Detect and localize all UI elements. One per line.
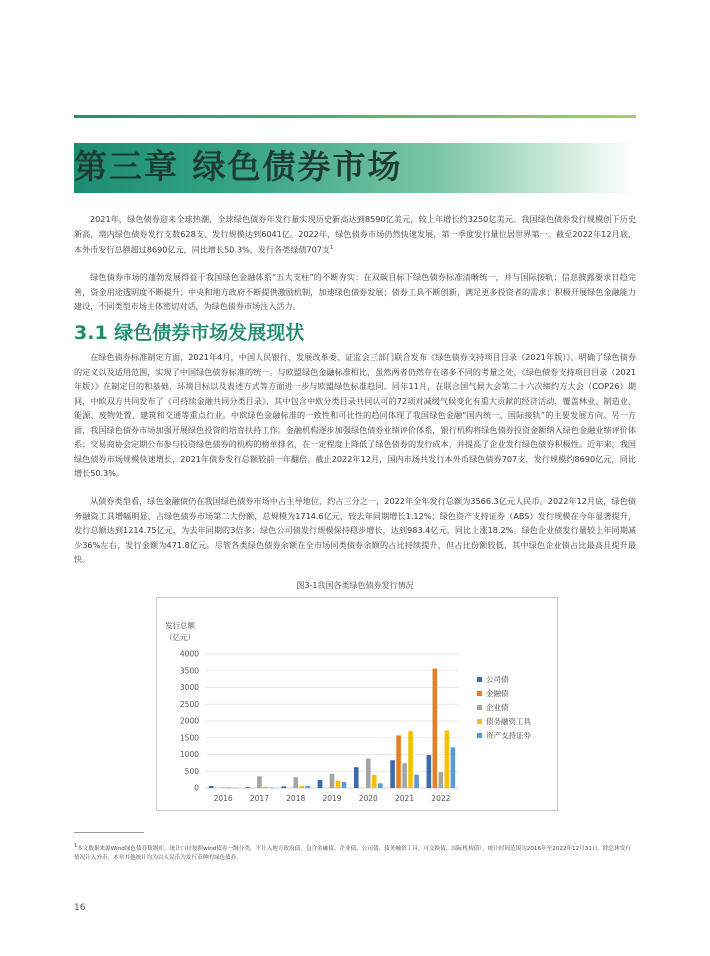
- page-number: 16: [74, 903, 86, 913]
- intro-paragraph-2: 绿色债券市场的蓬勃发展得益于我国绿色金融体系“五大支柱”的不断夯实：在双碳目标下绿色债券标准清晰统一，并与国际接轨；信息披露要求日趋完善，资金用途透明度不断提升；中央和地方政府不断提供激励机制，加速绿色债券发展；债券工具不断创新，满足更多投资者的需求；积极开展绿色金融能力建设，不同类型市场主体密切对话，为绿色债券市场注入活力。: [74, 272, 636, 311]
- y-tick-label: 3000: [179, 683, 199, 692]
- bar-2018-公司债: [281, 786, 286, 788]
- chapter-title: 第三章 绿色债券市场: [74, 147, 403, 186]
- legend-label: 债务融资工具: [486, 717, 531, 726]
- bar-2022-债务融资工具: [445, 731, 450, 788]
- legend-swatch: [477, 691, 482, 696]
- bar-2016-债务融资工具: [227, 787, 232, 788]
- bar-2021-公司债: [390, 760, 395, 788]
- y-tick-label: 1000: [179, 750, 199, 759]
- y-axis-label-line-2: （亿元）: [165, 633, 195, 642]
- bar-chart-frame: [156, 597, 558, 811]
- y-axis-label-line-1: 发行总额: [165, 621, 195, 630]
- y-tick-label: 4000: [179, 649, 199, 659]
- section-title: 3.1 绿色债券市场发展现状: [74, 322, 305, 344]
- x-tick-label: 2016: [213, 794, 233, 803]
- bar-2021-债务融资工具: [408, 731, 413, 788]
- legend-swatch: [477, 733, 482, 738]
- footnote-ref: 1: [330, 245, 334, 251]
- bar-2020-公司债: [354, 767, 359, 788]
- bar-2018-企业债: [293, 777, 298, 788]
- y-tick-label: 500: [184, 766, 199, 776]
- bar-2020-企业债: [366, 759, 371, 788]
- legend-label: 企业债: [486, 703, 509, 712]
- bar-2021-金融债: [396, 735, 401, 788]
- bar-2017-公司债: [245, 787, 250, 788]
- legend-swatch: [477, 705, 482, 710]
- section-paragraph-2: 从债券类型看，绿色金融债仍在我国绿色债券市场中占主导地位，约占三分之一，2022年全年发行总额为3566.3亿元人民币。2022年12月底，绿色债务融资工具增幅明显，占绿色债券市场第二大份额，总规模为1714.6亿元，较去年同期增长1.12%；绿色资产支持证券（ABS）发行规模在今年显著提升，发行总额达到1214.75亿元，为去年同期的3倍多；绿色公司债发行规模保持稳步增长，达到983.4亿元，同比上涨18.2%。绿色企业债发行量较上年同期减少36%左右，发行金额为471.8亿元。尽管各类绿色债券余额在全市场同类债券余额的占比持续提升，但占比份额较低，其中绿色企业债占比最高且提升最快。: [74, 496, 636, 564]
- x-tick-label: 2019: [322, 794, 342, 803]
- bar-2018-债务融资工具: [299, 786, 304, 788]
- legend-label: 资产支持证券: [486, 731, 531, 740]
- y-tick-label: 0: [194, 783, 199, 793]
- y-tick-label: 3500: [179, 666, 199, 676]
- legend-swatch: [477, 677, 482, 682]
- bar-2019-债务融资工具: [336, 781, 341, 788]
- footnote-mark: 1: [74, 843, 78, 849]
- x-tick-label: 2021: [395, 794, 415, 803]
- y-tick-label: 1500: [179, 733, 199, 743]
- bar-2021-企业债: [402, 763, 407, 788]
- bar-2017-企业债: [257, 776, 262, 788]
- bar-2019-企业债: [330, 774, 335, 788]
- legend-label: 公司债: [486, 675, 509, 684]
- bar-chart: [157, 598, 557, 810]
- footnote: $^1$本文数据来源Wind绿色债券数据库。统计口径按照wind债券一级分类，不计入地方政府债，包含金融债、企业债、公司债、债务融资工具、可交换债、国际机构债）。统计时间范围为2016年至2022年12月31日。除总体发行情况计入外币，本章其他统计均为以人民币为发行币种的绿色债券。: [74, 843, 632, 861]
- y-tick-label: 2500: [179, 699, 199, 709]
- bar-2017-资产支持证券: [269, 787, 274, 788]
- section-paragraph-1: 在绿色债券标准制定方面，2021年4月，中国人民银行、发展改革委、证监会三部门联合发布《绿色债券支持项目目录（2021年版）》，明确了绿色债券的定义以及适用范围，实现了中国绿色债券标准的统一。与欧盟绿色金融标准相比，虽然两者仍然存在诸多不同的考量之处，《绿色债券支持项目目录（2021年版）》在制定目的和基础、环境目标以及表述方式等方面进一步与欧盟绿色标准趋同。同年11月，在联合国气候大会第二十六次缔约方大会（COP26）期间，中欧双方共同发布了《可持续金融共同分类目录》，其中包含中欧分类目录共同认可的72项对减缓气候变化有重大贡献的经济活动，覆盖林业、制造业、能源、废物处置、建筑和交通等重点行业。中欧绿色金融标准的一致性和可比性的趋同体现了我国绿色金融“国内统一、国际接轨”的主要发展方向。另一方面，我国绿色债券市场加强开展绿色投资的培育扶持工作。金融机构逐步加强绿色债券业绩评价体系，银行机构将绿色债券投资金额纳入绿色金融业绩评价体系；交易商协会定期公布参与投资绿色债券的机构的榜单排名，在一定程度上降低了绿色债券的发行成本，并提高了企业发行绿色债券积极性。近年来，我国绿色债券市场规模快速增长，2021年债券发行总额较前一年翻倍。截止2022年12月，国内市场共发行本外币绿色债券707支，发行规模约8690亿元，同比增长50.3%。: [74, 352, 636, 478]
- bar-2022-公司债: [427, 755, 432, 788]
- bar-2019-公司债: [318, 780, 323, 788]
- top-accent-bar: [74, 115, 636, 118]
- bar-2016-企业债: [221, 787, 226, 788]
- figure-caption: 图3-1我国各类绿色债券发行情况: [296, 581, 414, 590]
- legend-label: 金融债: [486, 689, 509, 698]
- x-tick-label: 2022: [431, 794, 451, 803]
- bar-2021-资产支持证券: [414, 775, 419, 788]
- bar-2018-资产支持证券: [305, 786, 310, 788]
- x-tick-label: 2017: [249, 794, 269, 803]
- y-tick-label: 2000: [179, 716, 199, 726]
- bar-2022-金融债: [433, 669, 438, 788]
- footnote-divider: [74, 832, 144, 833]
- bar-2016-公司债: [209, 786, 214, 788]
- bar-2019-资产支持证券: [342, 782, 347, 788]
- bar-2022-资产支持证券: [451, 747, 456, 788]
- intro-paragraph-1: 2021年，绿色债券迎来全球热潮，全球绿色债券年发行量实现历史新高达到8590亿美元，较上年增长约3250亿美元。我国绿色债券发行规模创下历史新高，境内绿色债券发行支数628支、发行规模达到6041亿。2022年，绿色债券市场仍然快速发展，第一季度发行量位居世界第一。截至2022年12月底，本外币发行总额超过8690亿元，同比增长50.3%，发行各类绿债707支$^1$: [74, 214, 636, 255]
- bar-2020-债务融资工具: [372, 775, 377, 788]
- x-tick-label: 2018: [286, 794, 306, 803]
- bar-2017-债务融资工具: [263, 787, 268, 788]
- bar-2022-企业债: [439, 772, 444, 788]
- legend-swatch: [477, 719, 482, 724]
- bar-2020-资产支持证券: [378, 783, 383, 788]
- x-tick-label: 2020: [358, 794, 378, 803]
